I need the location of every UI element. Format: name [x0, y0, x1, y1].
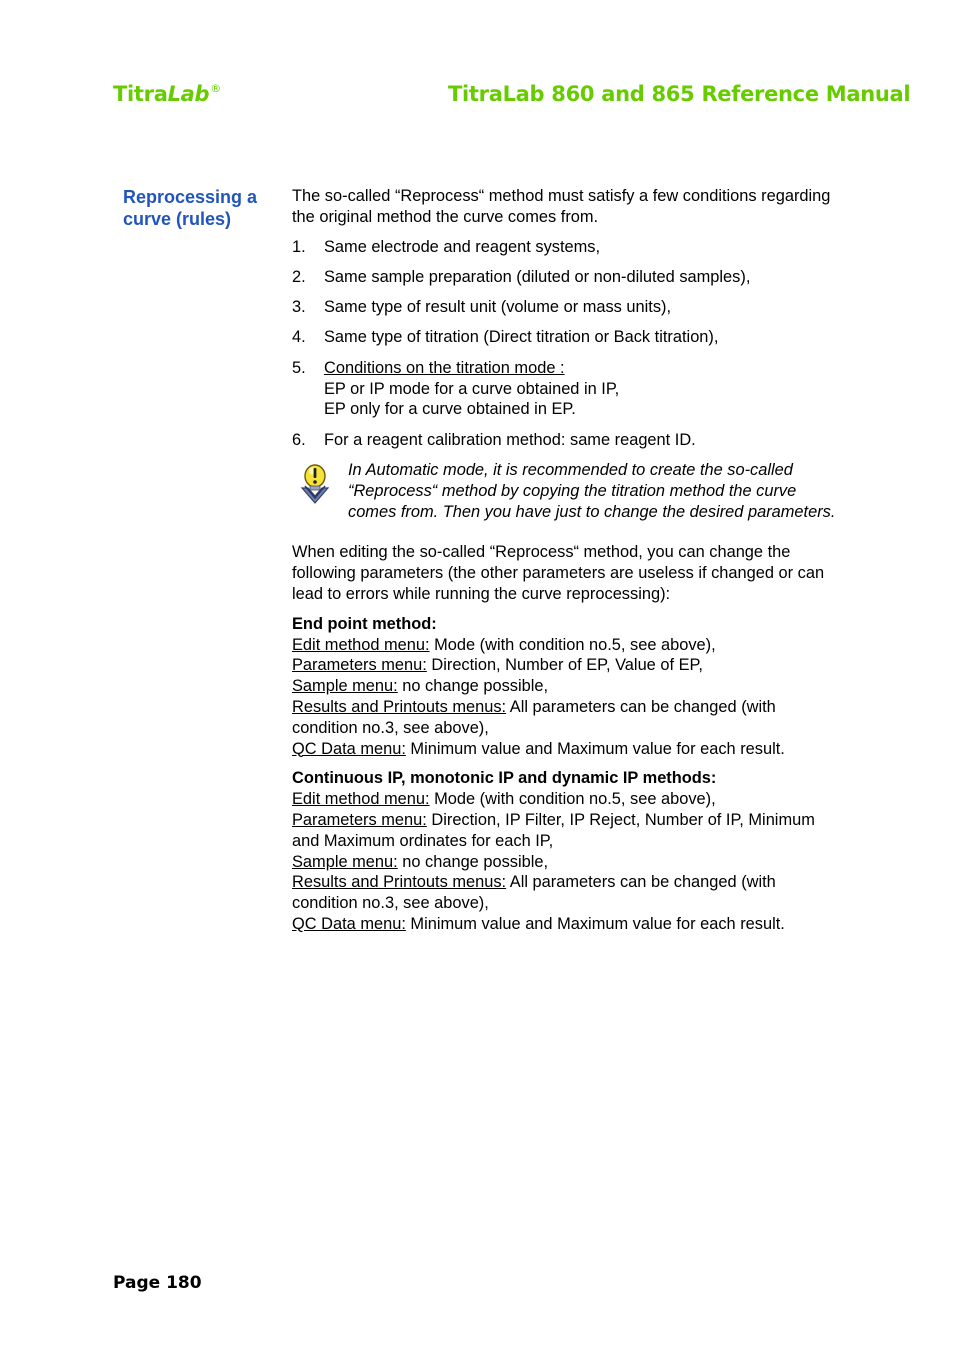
- list-text: Same type of titration (Direct titration or Back titration),: [324, 328, 719, 347]
- list-line: EP or IP mode for a curve obtained in IP,: [324, 379, 620, 398]
- menu-label: Parameters menu:: [292, 656, 427, 675]
- menu-text: no change possible,: [397, 677, 549, 696]
- list-number: 1.: [292, 237, 306, 256]
- warning-light-bulb-icon: [298, 462, 332, 506]
- list-text: Same sample preparation (diluted or non-diluted samples),: [324, 267, 751, 286]
- menu-text: Mode (with condition no.5, see above),: [429, 790, 716, 809]
- tip-note: [292, 460, 837, 522]
- list-item: [292, 358, 837, 420]
- section-body: [292, 186, 837, 944]
- brand-logo: [113, 82, 221, 106]
- editing-paragraph: When editing the so-called “Reprocess“ method, you can change the following parameters (the other parameters are useless if changed or can lead to errors while running the curve reprocessing):: [292, 543, 825, 603]
- menu-text: Mode (with condition no.5, see above),: [429, 635, 716, 654]
- menu-label: QC Data menu:: [292, 914, 406, 933]
- section-title: Reprocessing a curve (rules): [123, 187, 258, 229]
- list-item: [292, 430, 837, 451]
- list-item: [292, 237, 837, 258]
- manual-title: TitraLab 860 and 865 Reference Manual: [448, 82, 911, 106]
- menu-label: QC Data menu:: [292, 739, 406, 758]
- list-item: [292, 327, 837, 348]
- menu-label: Results and Printouts menus:: [292, 697, 507, 716]
- list-heading: Conditions on the titration mode :: [324, 358, 565, 377]
- list-text: Same electrode and reagent systems,: [324, 237, 601, 256]
- list-text: For a reagent calibration method: same reagent ID.: [324, 430, 696, 449]
- menu-label: Edit method menu:: [292, 790, 430, 809]
- list-number: 2.: [292, 267, 306, 286]
- menu-label: Sample menu:: [292, 852, 398, 871]
- list-item: [292, 267, 837, 288]
- list-number: 3.: [292, 298, 306, 317]
- menu-text: Minimum value and Maximum value for each result.: [405, 914, 785, 933]
- page-number: Page 180: [113, 1273, 202, 1293]
- menu-text: Direction, IP Filter, IP Reject, Number of IP, Minimum and Maximum ordinates for each IP,: [292, 810, 815, 850]
- menu-text: no change possible,: [397, 852, 549, 871]
- menu-label: Edit method menu:: [292, 635, 430, 654]
- menu-text: All parameters can be changed (with condition no.3, see above),: [292, 697, 776, 737]
- rules-list: [292, 237, 837, 451]
- registered-mark: ®: [210, 82, 221, 95]
- menu-label: Results and Printouts menus:: [292, 873, 507, 892]
- list-number: 4.: [292, 328, 306, 347]
- list-text: Same type of result unit (volume or mass units),: [324, 298, 672, 317]
- ip-methods-block: [292, 768, 837, 934]
- menu-text: Direction, Number of EP, Value of EP,: [426, 656, 703, 675]
- list-number: 6.: [292, 430, 306, 449]
- block-title: Continuous IP, monotonic IP and dynamic IP methods:: [292, 769, 717, 788]
- list-number: 5.: [292, 358, 306, 377]
- list-item: [292, 297, 837, 318]
- intro-paragraph: The so-called “Reprocess“ method must satisfy a few conditions regarding the original method the curve comes from.: [292, 187, 831, 226]
- list-line: EP only for a curve obtained in EP.: [324, 400, 576, 419]
- menu-label: Parameters menu:: [292, 810, 427, 829]
- note-text: In Automatic mode, it is recommended to create the so-called “Reprocess“ method by copying the titration method the curve comes from. Then you have just to change the desired parameters.: [348, 460, 836, 521]
- brand-suffix: Lab: [167, 82, 210, 106]
- menu-text: All parameters can be changed (with condition no.3, see above),: [292, 873, 776, 913]
- menu-text: Minimum value and Maximum value for each result.: [405, 739, 785, 758]
- brand-prefix: Titra: [113, 82, 168, 106]
- end-point-block: [292, 614, 837, 760]
- menu-label: Sample menu:: [292, 677, 398, 696]
- block-title: End point method:: [292, 614, 437, 633]
